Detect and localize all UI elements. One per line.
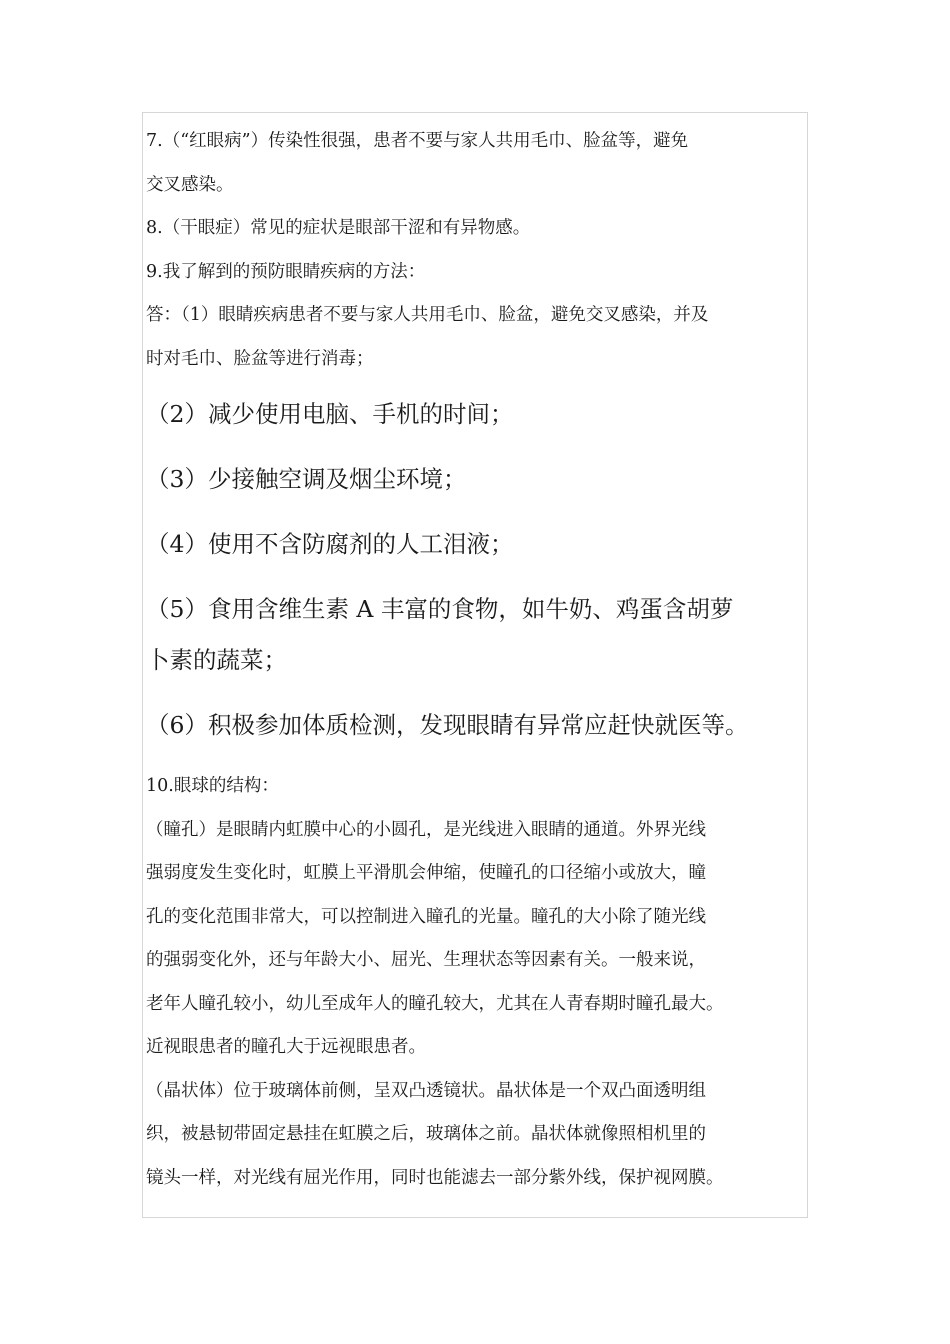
answer-1-line-1: 答：（1）眼睛疾病患者不要与家人共用毛巾、脸盆，避免交叉感染，并及 — [146, 305, 709, 325]
pupil-line-3: 孔的变化范围非常大，可以控制进入瞳孔的光量。瞳孔的大小除了随光线 — [146, 906, 706, 927]
method-5-line-1: （5）食用含维生素 A 丰富的食物，如牛奶、鸡蛋含胡萝 — [146, 595, 734, 623]
item-8: 8.（干眼症）常见的症状是眼部干涩和有异物感。 — [146, 218, 531, 238]
pupil-line-6: 近视眼患者的瞳孔大于远视眼患者。 — [146, 1037, 426, 1057]
document-body — [146, 120, 810, 1200]
pupil-line-4: 的强弱变化外，还与年龄大小、屈光、生理状态等因素有关。一般来说， — [146, 950, 706, 970]
pupil-line-2: 强弱度发生变化时，虹膜上平滑肌会伸缩，使瞳孔的口径缩小或放大，瞳 — [146, 863, 706, 883]
lens-line-1: （晶状体）位于玻璃体前侧，呈双凸透镜状。晶状体是一个双凸面透明组 — [146, 1080, 706, 1101]
section-10-heading: 10.眼球的结构： — [146, 776, 279, 796]
item-9-heading: 9.我了解到的预防眼睛疾病的方法： — [146, 261, 426, 282]
answer-1-line-2: 时对毛巾、脸盆等进行消毒； — [146, 348, 374, 369]
item-7-line-1: 7.（“红眼病”）传染性很强，患者不要与家人共用毛巾、脸盆等，避免 — [146, 131, 689, 151]
method-5 — [146, 584, 810, 686]
method-2: （2）减少使用电脑、手机的时间； — [146, 400, 514, 428]
methods-list — [146, 389, 810, 751]
method-5-line-2: 卜素的蔬菜； — [146, 646, 287, 674]
lens-line-2: 织，被悬韧带固定悬挂在虹膜之后，玻璃体之前。晶状体就像照相机里的 — [146, 1124, 706, 1144]
method-4: （4）使用不含防腐剂的人工泪液； — [146, 530, 514, 558]
method-6: （6）积极参加体质检测，发现眼睛有异常应赶快就医等。 — [146, 711, 749, 739]
lens-line-3: 镜头一样，对光线有屈光作用，同时也能滤去一部分紫外线，保护视网膜。 — [146, 1167, 724, 1188]
method-3: （3）少接触空调及烟尘环境； — [146, 465, 467, 493]
pupil-line-1: （瞳孔）是眼睛内虹膜中心的小圆孔，是光线进入眼睛的通道。外界光线 — [146, 819, 706, 840]
item-7-line-2: 交叉感染。 — [146, 174, 234, 195]
pupil-line-5: 老年人瞳孔较小，幼儿至成年人的瞳孔较大，尤其在人青春期时瞳孔最大。 — [146, 993, 724, 1014]
section-eye-structure — [146, 765, 810, 1200]
